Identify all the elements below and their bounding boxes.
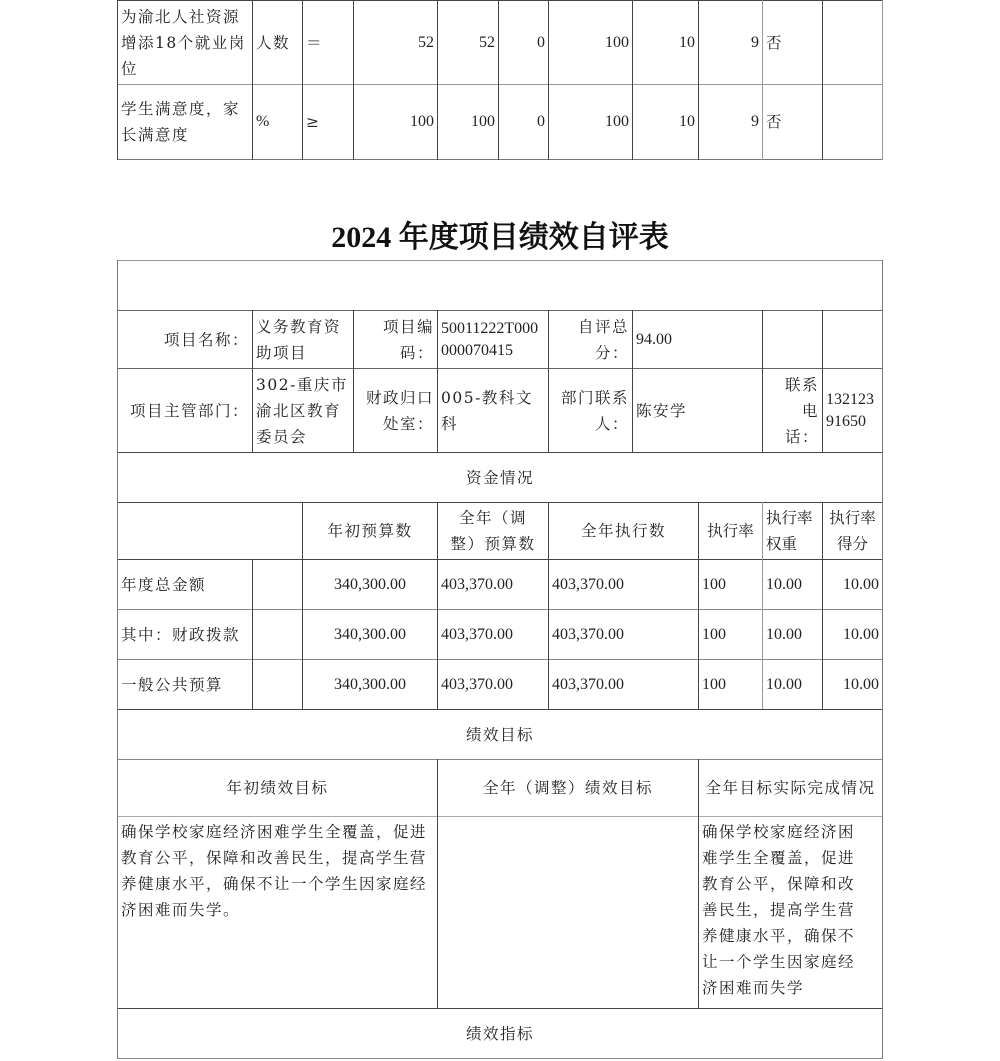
- funds-row-label: 年度总金额: [121, 575, 207, 594]
- funds-header-weight: 执行率权重: [766, 509, 813, 553]
- funds-initial: 340,300.00: [334, 575, 406, 593]
- funds-score: 10.00: [843, 675, 879, 693]
- dept-value: 302-重庆市渝北区教育委员会: [256, 375, 348, 446]
- funds-row-label: 一般公共预算: [121, 675, 224, 694]
- funds-rate: 100: [702, 575, 726, 593]
- indicator-target: 52: [418, 33, 434, 51]
- indicator-score: 9: [751, 113, 759, 130]
- funds-header-executed: 全年执行数: [580, 522, 666, 540]
- phone-label: 联系电话：: [784, 375, 819, 446]
- indicator-rate: 100: [605, 113, 629, 130]
- funds-executed: 403,370.00: [552, 575, 624, 593]
- finance-office-value: 005-教科文科: [441, 388, 533, 433]
- indicator-weight: 10: [679, 33, 695, 51]
- indicator-deviation: 0: [537, 33, 545, 51]
- indicator-operator: ≥: [306, 113, 321, 131]
- funds-score: 10.00: [843, 575, 879, 593]
- indicator-target: 100: [410, 113, 434, 130]
- indicator-flag: 否: [766, 33, 784, 52]
- funds-weight: 10.00: [766, 625, 802, 643]
- contact-value: 陈安学: [636, 401, 688, 420]
- indicator-note: [823, 1, 882, 84]
- indicator-name: 学生满意度，家长满意度: [121, 100, 241, 144]
- indicator-weight: 10: [679, 113, 695, 130]
- goals-header-adjusted: 全年（调整）绩效目标: [482, 779, 653, 797]
- indicator-note: [823, 85, 882, 159]
- goals-header-actual: 全年目标实际完成情况: [705, 779, 876, 797]
- project-name-label: 项目名称：: [163, 330, 249, 349]
- indicator-operator: ＝: [306, 33, 324, 52]
- goals-header-initial: 年初绩效目标: [226, 779, 329, 797]
- funds-weight: 10.00: [766, 575, 802, 593]
- finance-office-label: 财政归口处室：: [365, 388, 434, 433]
- funds-section-title: 资金情况: [465, 468, 534, 487]
- funds-header-rate: 执行率: [707, 522, 754, 540]
- indicator-unit: %: [256, 113, 270, 130]
- funds-adjusted: 403,370.00: [441, 575, 513, 593]
- indicator-actual: 52: [479, 33, 495, 51]
- funds-header-adjusted: 全年（调整）预算数: [450, 509, 536, 553]
- dept-label: 项目主管部门：: [129, 401, 249, 420]
- funds-executed: 403,370.00: [552, 675, 624, 693]
- indicator-actual: 100: [471, 113, 495, 130]
- indicator-flag: 否: [766, 113, 784, 131]
- funds-rate: 100: [702, 675, 726, 693]
- indicator-score: 9: [751, 33, 759, 51]
- self-score-label: 自评总分：: [577, 317, 629, 362]
- funds-header-initial: 年初预算数: [327, 522, 413, 540]
- funds-row-label: 其中：财政拨款: [121, 625, 241, 644]
- funds-rate: 100: [702, 625, 726, 643]
- funds-initial: 340,300.00: [334, 675, 406, 693]
- page-title: 2024 年度项目绩效自评表: [331, 221, 669, 254]
- funds-header-score: 执行率得分: [829, 509, 876, 553]
- funds-adjusted: 403,370.00: [441, 675, 513, 693]
- funds-weight: 10.00: [766, 675, 802, 693]
- goals-section-title: 绩效目标: [465, 725, 534, 744]
- project-name-value: 义务教育资助项目: [256, 317, 342, 362]
- goals-actual: 确保学校家庭经济困难学生全覆盖，促进教育公平，保障和改善民生，提高学生营养健康水平，确保不让一个学生因家庭经济困难而失学: [702, 823, 856, 997]
- funds-adjusted: 403,370.00: [441, 625, 513, 643]
- funds-score: 10.00: [843, 625, 879, 643]
- contact-label: 部门联系人：: [560, 388, 629, 433]
- self-score-value: 94.00: [636, 330, 672, 348]
- funds-initial: 340,300.00: [334, 625, 406, 643]
- goals-adjusted: [438, 817, 698, 1008]
- indicator-name: 为渝北人社资源增添18个就业岗位: [121, 7, 246, 78]
- funds-executed: 403,370.00: [552, 625, 624, 643]
- indicator-rate: 100: [605, 33, 629, 51]
- phone-value: 13212391650: [826, 390, 874, 430]
- goals-initial: 确保学校家庭经济困难学生全覆盖，促进教育公平，保障和改善民生，提高学生营养健康水平，确保不让一个学生因家庭经济困难而失学。: [121, 823, 428, 919]
- project-code-value: 50011222T000000070415: [441, 319, 539, 359]
- indicator-deviation: 0: [537, 113, 545, 130]
- indicator-unit: 人数: [256, 33, 291, 52]
- indicators-section-title: 绩效指标: [465, 1024, 534, 1043]
- project-code-label: 项目编码：: [382, 317, 434, 362]
